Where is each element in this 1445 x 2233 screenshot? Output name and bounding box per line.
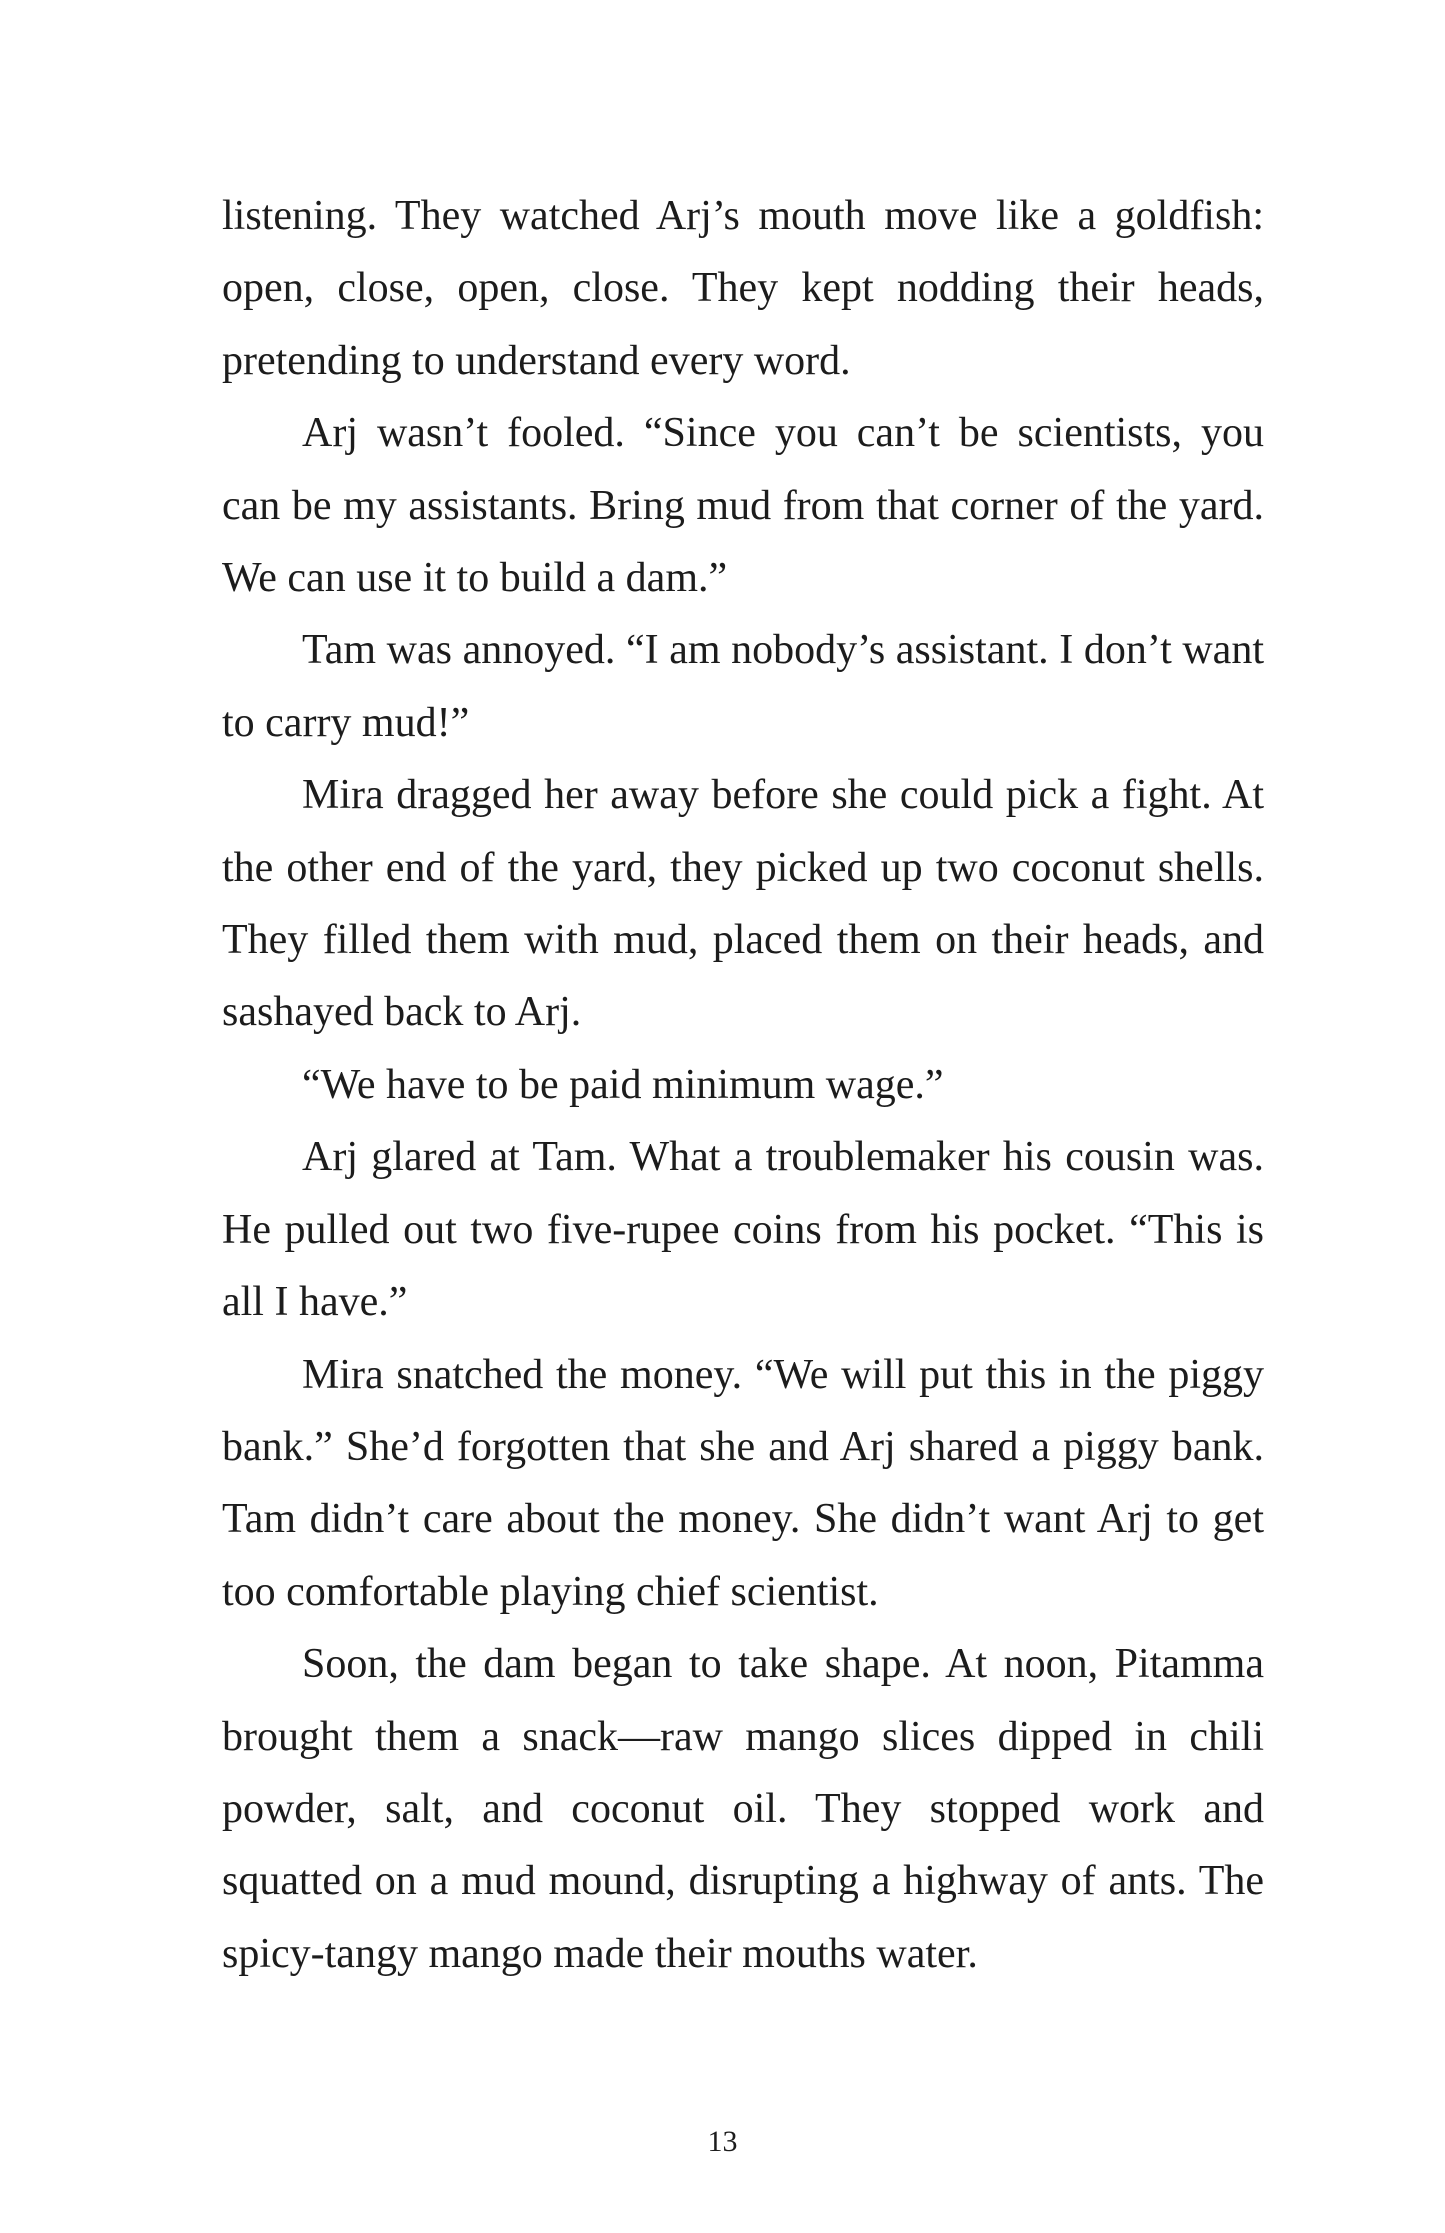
paragraph-continuation: listening. They watched Arj’s mouth move like a goldfish: open, close, open, close. They kept nodding their heads, pretending to understand every word.	[222, 193, 1264, 384]
paragraph: Mira dragged her away before she could pick a fight. At the other end of the yard, they picked up two coconut shells. They filled them with mud, placed them on their heads, and sashayed back to Arj.	[222, 772, 1264, 1036]
page-number: 13	[707, 2125, 738, 2158]
paragraph: Arj wasn’t fooled. “Since you can’t be scientists, you can be my assistants. Bring mud from that corner of the yard. We can use it to build a dam.”	[222, 410, 1264, 602]
body-text	[222, 180, 1264, 1990]
paragraph: Mira snatched the money. “We will put this in the piggy bank.” She’d forgotten that she and Arj shared a piggy bank. Tam didn’t care about the money. She didn’t want Arj to get too comfortable playing chief scientist.	[222, 1351, 1264, 1615]
paragraph: Arj glared at Tam. What a troublemaker his cousin was. He pulled out two five-rupee coins from his pocket. “This is all I have.”	[222, 1134, 1264, 1326]
paragraph: Soon, the dam began to take shape. At noon, Pitamma brought them a snack—raw mango slices dipped in chili powder, salt, and coconut oil. They stopped work and squatted on a mud mound, disrupting a highway of ants. The spicy-tangy mango made their mouths water.	[222, 1641, 1264, 1977]
paragraph: Tam was annoyed. “I am nobody’s assistant. I don’t want to carry mud!”	[222, 627, 1264, 746]
paragraph: “We have to be paid minimum wage.”	[302, 1061, 944, 1108]
